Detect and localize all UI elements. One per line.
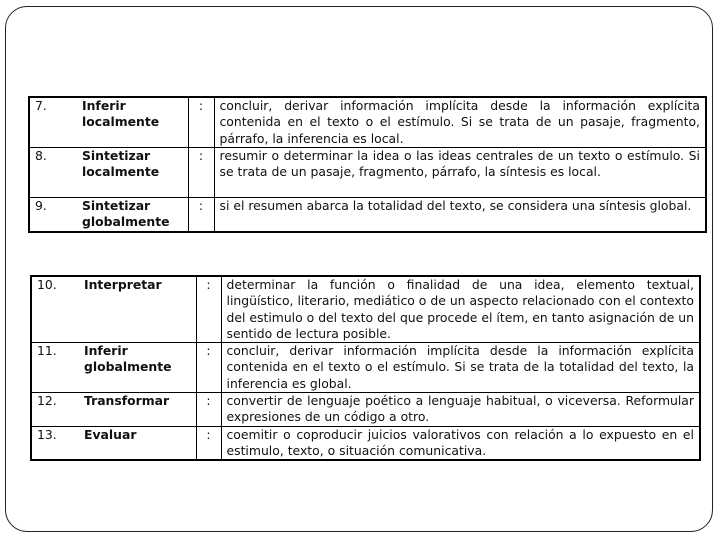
- item-number: 9.: [29, 198, 77, 233]
- item-number: 10.: [31, 276, 79, 343]
- item-term: Interpretar: [79, 276, 196, 343]
- definitions-table-global: [30, 275, 701, 461]
- item-term: Inferir localmente: [77, 97, 188, 148]
- item-term: Sintetizar globalmente: [77, 198, 188, 233]
- item-term: Inferir globalmente: [79, 343, 196, 393]
- item-separator: :: [196, 426, 221, 460]
- item-description: si el resumen abarca la totalidad del texto, se considera una síntesis global.: [214, 198, 706, 233]
- item-number: 11.: [31, 343, 79, 393]
- item-description: convertir de lenguaje poético a lenguaje habitual, o viceversa. Reformular expresiones de un código a otro.: [221, 393, 700, 427]
- item-separator: :: [188, 198, 214, 233]
- table-row: [31, 343, 700, 393]
- table-row: [29, 148, 706, 198]
- item-term: Sintetizar localmente: [77, 148, 188, 198]
- item-separator: :: [196, 343, 221, 393]
- item-number: 7.: [29, 97, 77, 148]
- item-description: determinar la función o finalidad de una idea, elemento textual, lingüístico, literario, mediático o de un aspecto relacionado con el contexto del estimulo o del texto del que procede el ítem, en tanto asignación de un sentido de lectura posible.: [221, 276, 700, 343]
- item-description: coemitir o coproducir juicios valorativos con relación a lo expuesto en el estimulo, texto, o situación comunicativa.: [221, 426, 700, 460]
- item-description: concluir, derivar información implícita desde la información explícita contenida en el texto o el estímulo. Si se trata de la totalidad del texto, la inferencia es global.: [221, 343, 700, 393]
- item-number: 12.: [31, 393, 79, 427]
- item-term: Transformar: [79, 393, 196, 427]
- item-term: Evaluar: [79, 426, 196, 460]
- item-description: resumir o determinar la idea o las ideas centrales de un texto o estímulo. Si se trata de un pasaje, fragmento, párrafo, la síntesis es local.: [214, 148, 706, 198]
- item-separator: :: [196, 393, 221, 427]
- table-row: [31, 276, 700, 343]
- item-number: 8.: [29, 148, 77, 198]
- item-separator: :: [188, 97, 214, 148]
- item-number: 13.: [31, 426, 79, 460]
- item-separator: :: [196, 276, 221, 343]
- definitions-table-local: [28, 96, 707, 233]
- table-row: [29, 97, 706, 148]
- table-row: [29, 198, 706, 233]
- table-row: [31, 393, 700, 427]
- item-description: concluir, derivar información implícita desde la información explícita contenida en el texto o el estímulo. Si se trata de un pasaje, fragmento, párrafo, la inferencia es local.: [214, 97, 706, 148]
- item-separator: :: [188, 148, 214, 198]
- table-row: [31, 426, 700, 460]
